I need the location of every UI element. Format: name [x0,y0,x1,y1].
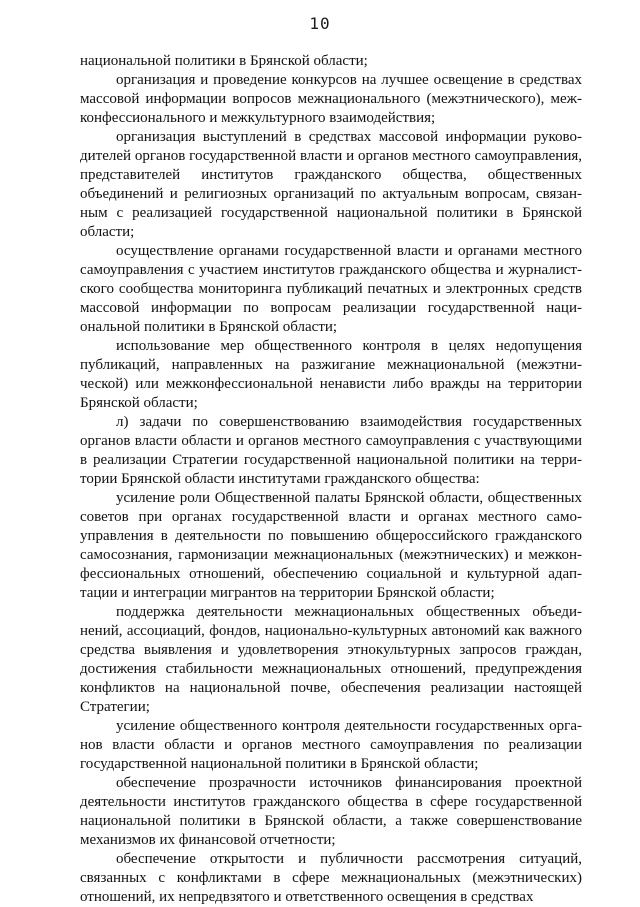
page-number: 10 [309,14,331,33]
paragraph: национальной политики в Брянской области; [80,53,368,69]
paragraph: л) задачи по совершенствованию взаимодействия государственных органов власти области и органов местного самоуправления с участвующими в реализации Стратегии государственной национальной политики на территории Брянской области институтами гражданского общества: [80,414,582,487]
paragraph: обеспечение открытости и публичности рассмотрения ситуаций, связанных с конфликтами в сфере межнациональных (межэтнических) отношений, их непредвзятого и ответственного освещения в средствах [80,851,582,905]
paragraph: поддержка деятельности межнациональных общественных объединений, ассоциаций, фондов, национально-культурных автономий как важного средства выявления и удовлетворения этнокультурных запросов граждан, достижения стабильности межнациональных отношений, предупреждения конфликтов на национальной почве, обеспечения реализации настоящей Стратегии; [80,604,582,715]
paragraph: усиление роли Общественной палаты Брянской области, общественных советов при органах государственной власти и органах местного самоуправления в деятельности по повышению общероссийского гражданского самосознания, гармонизации межнациональных (межэтнических) и межконфессиональных отношений, обеспечению социальной и культурной адаптации и интеграции мигрантов на территории Брянской области; [80,490,582,601]
paragraph: осуществление органами государственной власти и органами местного самоуправления с участием институтов гражданского общества и журналистского сообщества мониторинга публикаций печатных и электронных средств массовой информации по вопросам реализации государственной национальной политики в Брянской области; [80,243,582,335]
paragraph: обеспечение прозрачности источников финансирования проектной деятельности институтов гражданского общества в сфере государственной национальной политики в Брянской области, а также совершенствование механизмов их финансовой отчетности; [80,775,582,848]
paragraph: усиление общественного контроля деятельности государственных органов власти области и органов местного самоуправления по реализации государственной национальной политики в Брянской области; [80,718,582,772]
paragraph: организация и проведение конкурсов на лучшее освещение в средствах массовой информации вопросов межнационального (межэтнического), межконфессионального и межкультурного взаимодействия; [80,72,582,126]
paragraph: организация выступлений в средствах массовой информации руководителей органов государственной власти и органов местного самоуправления, представителей институтов гражданского общества, общественных объединений и религиозных организаций по актуальным вопросам, связанным с реализацией государственной национальной политики в Брянской области; [80,129,582,240]
paragraph: использование мер общественного контроля в целях недопущения публикаций, направленных на разжигание межнациональной (межэтнической) или межконфессиональной ненависти либо вражды на территории Брянской области; [80,338,582,411]
document-body [80,52,582,907]
